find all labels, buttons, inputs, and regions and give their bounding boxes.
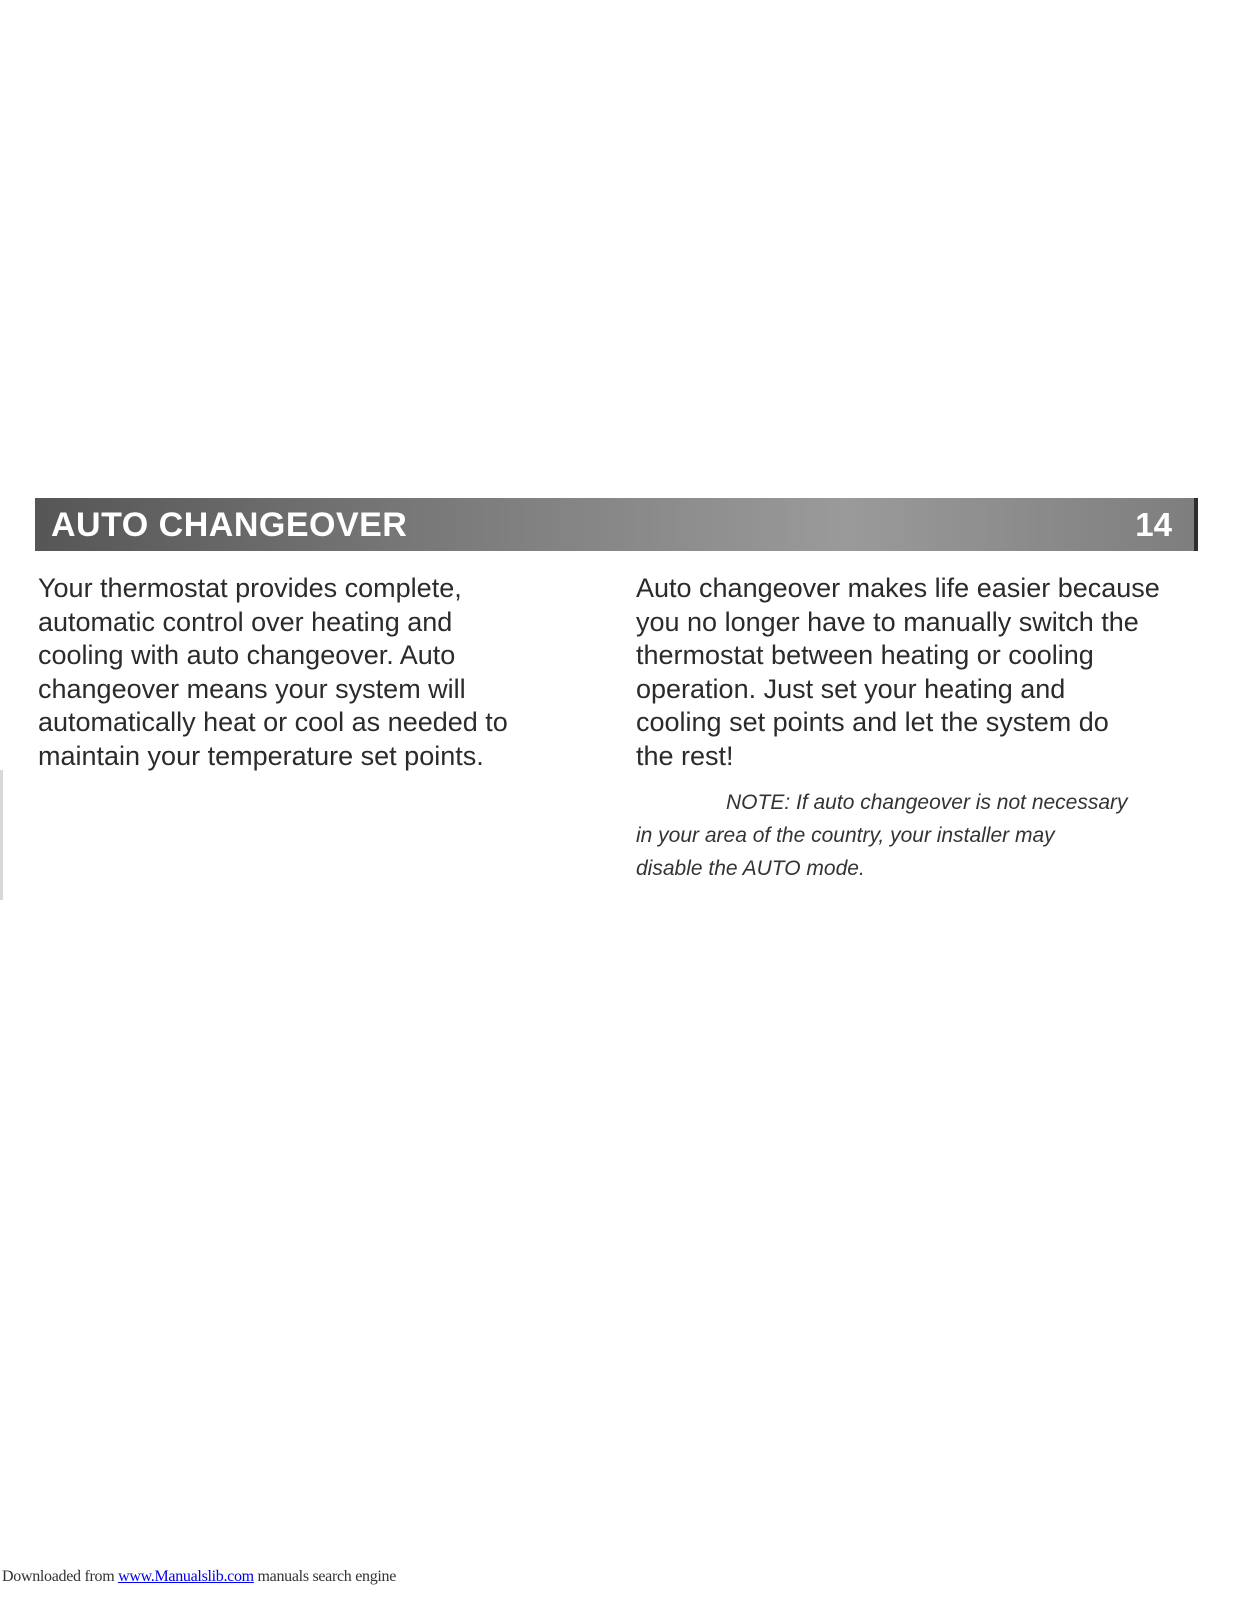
- text-line: changeover means your system will: [38, 673, 466, 704]
- section-title: AUTO CHANGEOVER: [51, 506, 408, 544]
- note-block: [636, 786, 1196, 885]
- manualslib-link[interactable]: www.Manualslib.com: [118, 1568, 254, 1585]
- text-line: maintain your temperature set points.: [38, 740, 484, 771]
- text-line: Auto changeover makes life easier because: [636, 573, 1160, 603]
- text-line: operation. Just set your heating and: [636, 673, 1066, 704]
- note-line: NOTE: If auto changeover is not necessary: [726, 791, 1128, 814]
- page-number: 14: [1135, 506, 1172, 543]
- left-paragraph: [38, 572, 598, 774]
- note-line: disable the AUTO mode.: [636, 857, 865, 880]
- text-line: the rest!: [636, 740, 734, 771]
- scan-edge-mark: [0, 770, 3, 900]
- text-line: you no longer have to manually switch the: [636, 606, 1139, 637]
- section-header-bar: [35, 498, 1194, 551]
- left-column-text: [38, 572, 598, 774]
- text-line: thermostat between heating or cooling: [636, 640, 1094, 671]
- text-line: automatic control over heating and: [38, 606, 453, 637]
- text-line: cooling set points and let the system do: [636, 707, 1109, 738]
- right-column-text: [636, 572, 1196, 774]
- footer-prefix: Downloaded from: [2, 1568, 119, 1585]
- right-paragraph: [636, 572, 1196, 774]
- footer-suffix: manuals search engine: [253, 1568, 397, 1585]
- note-line: in your area of the country, your installer may: [636, 824, 1055, 847]
- text-line: cooling with auto changeover. Auto: [38, 640, 456, 671]
- text-line: automatically heat or cool as needed to: [38, 707, 508, 738]
- text-line: Your thermostat provides complete,: [38, 573, 462, 603]
- download-footer: [2, 1568, 396, 1586]
- header-edge: [1194, 498, 1198, 551]
